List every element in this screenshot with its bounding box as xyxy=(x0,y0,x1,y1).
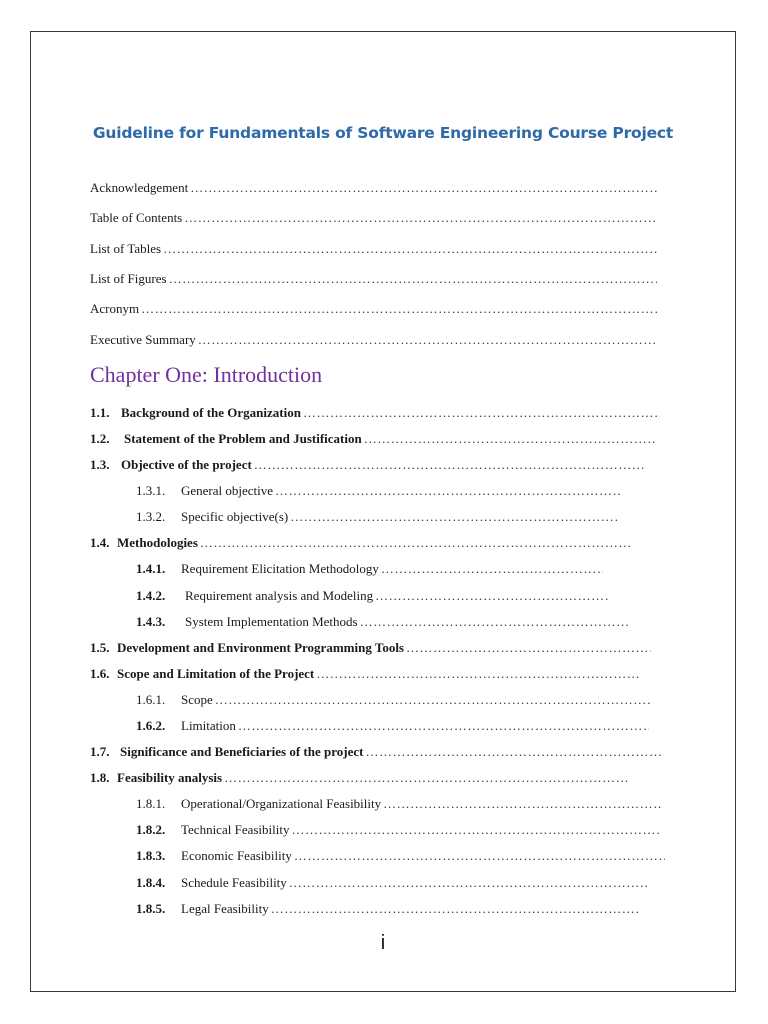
toc-entry-label: Specific objective(s) xyxy=(181,509,289,524)
toc-entry-label: Schedule Feasibility xyxy=(181,875,287,890)
toc-entry-label: Operational/Organizational Feasibility xyxy=(181,796,382,811)
toc-entry-number: 1.4. xyxy=(90,535,110,550)
page-number: i xyxy=(380,932,386,954)
toc-entry-1-8-2[interactable] xyxy=(136,822,660,842)
toc-entry-number: 1.4.1. xyxy=(136,561,166,576)
toc-entry-label: Objective of the project xyxy=(121,457,252,472)
dot-leader xyxy=(275,483,620,499)
toc-entry-1-4-3[interactable] xyxy=(136,614,630,634)
dot-leader xyxy=(215,692,651,708)
toc-entry-label: Statement of the Problem and Justification xyxy=(124,431,362,446)
dot-leader xyxy=(290,509,618,525)
toc-entry-label: Feasibility analysis xyxy=(117,770,223,785)
toc-entry-table-of-contents[interactable] xyxy=(90,210,657,230)
toc-entry-number: 1.8.4. xyxy=(136,875,166,890)
toc-entry-label: Legal Feasibility xyxy=(181,901,269,916)
toc-entry-number: 1.8.2. xyxy=(136,822,166,837)
dot-leader xyxy=(381,561,603,577)
toc-entry-number: 1.8.5. xyxy=(136,901,166,916)
dot-leader xyxy=(254,457,645,473)
toc-entry-number: 1.7. xyxy=(90,744,110,759)
toc-entry-acronym[interactable] xyxy=(90,301,657,321)
dot-leader xyxy=(360,614,630,630)
toc-entry-1-3-2[interactable] xyxy=(136,509,618,529)
dot-leader xyxy=(294,848,665,864)
toc-entry-label: Development and Environment Programming Tools xyxy=(117,640,404,655)
document-title: Guideline for Fundamentals of Software Engineering Course Project xyxy=(92,124,674,142)
toc-entry-1-8[interactable] xyxy=(90,770,630,790)
toc-entry-label: General objective xyxy=(181,483,274,498)
toc-entry-1-8-5[interactable] xyxy=(136,901,641,921)
chapter-heading: Chapter One: Introduction xyxy=(90,362,323,387)
toc-entry-label: Table of Contents xyxy=(90,210,183,225)
toc-entry-acknowledgement[interactable] xyxy=(90,180,657,200)
dot-leader xyxy=(271,901,641,917)
dot-leader xyxy=(291,822,660,838)
toc-entry-1-1[interactable] xyxy=(90,405,660,425)
toc-entry-label: Acronym xyxy=(90,301,140,316)
toc-entry-1-2[interactable] xyxy=(90,431,657,451)
toc-entry-executive-summary[interactable] xyxy=(90,332,657,352)
toc-entry-number: 1.6.2. xyxy=(136,718,166,733)
dot-leader xyxy=(316,666,639,682)
dot-leader xyxy=(383,796,662,812)
dot-leader xyxy=(238,718,649,734)
toc-entry-label: Methodologies xyxy=(117,535,198,550)
toc-entry-1-8-3[interactable] xyxy=(136,848,665,868)
dot-leader xyxy=(365,744,664,760)
toc-entry-label: Significance and Beneficiaries of the project xyxy=(120,744,364,759)
toc-entry-list-of-figures[interactable] xyxy=(90,271,657,291)
toc-entry-label: Technical Feasibility xyxy=(181,822,290,837)
toc-entry-number: 1.3. xyxy=(90,457,110,472)
toc-entry-1-6-1[interactable] xyxy=(136,692,651,712)
toc-entry-number: 1.6.1. xyxy=(136,692,166,707)
toc-entry-number: 1.1. xyxy=(90,405,110,420)
toc-entry-label: Requirement Elicitation Methodology xyxy=(181,561,379,576)
toc-entry-1-8-1[interactable] xyxy=(136,796,662,816)
dot-leader xyxy=(184,210,657,226)
dot-leader xyxy=(141,301,657,317)
toc-entry-number: 1.4.2. xyxy=(136,588,166,603)
toc-entry-1-4-2[interactable] xyxy=(136,588,608,608)
dot-leader xyxy=(224,770,630,786)
toc-entry-1-3-1[interactable] xyxy=(136,483,620,503)
document-page xyxy=(30,31,736,992)
toc-entry-number: 1.2. xyxy=(90,431,110,446)
dot-leader xyxy=(364,431,657,447)
toc-entry-label: Limitation xyxy=(181,718,236,733)
toc-entry-number: 1.5. xyxy=(90,640,110,655)
toc-entry-number: 1.6. xyxy=(90,666,110,681)
toc-entry-1-5[interactable] xyxy=(90,640,651,660)
toc-entry-1-6[interactable] xyxy=(90,666,639,686)
toc-entry-1-7[interactable] xyxy=(90,744,664,764)
toc-entry-number: 1.8.1. xyxy=(136,796,166,811)
toc-entry-label: Requirement analysis and Modeling xyxy=(185,588,374,603)
toc-entry-label: Executive Summary xyxy=(90,332,196,347)
toc-entry-label: Economic Feasibility xyxy=(181,848,292,863)
toc-entry-number: 1.8. xyxy=(90,770,110,785)
toc-entry-label: List of Figures xyxy=(90,271,167,286)
dot-leader xyxy=(375,588,608,604)
toc-entry-1-8-4[interactable] xyxy=(136,875,650,895)
dot-leader xyxy=(169,271,657,287)
dot-leader xyxy=(163,241,657,257)
toc-entry-1-6-2[interactable] xyxy=(136,718,649,738)
toc-entry-label: List of Tables xyxy=(90,241,162,256)
dot-leader xyxy=(289,875,650,891)
toc-entry-1-4[interactable] xyxy=(90,535,631,555)
dot-leader xyxy=(190,180,657,196)
dot-leader xyxy=(406,640,651,656)
toc-entry-label: Background of the Organization xyxy=(121,405,301,420)
toc-entry-1-3[interactable] xyxy=(90,457,645,477)
toc-entry-number: 1.3.1. xyxy=(136,483,166,498)
toc-entry-number: 1.3.2. xyxy=(136,509,166,524)
toc-entry-label: Scope xyxy=(181,692,213,707)
dot-leader xyxy=(198,332,657,348)
toc-entry-label: Scope and Limitation of the Project xyxy=(117,666,315,681)
toc-entry-label: System Implementation Methods xyxy=(185,614,358,629)
toc-entry-number: 1.8.3. xyxy=(136,848,166,863)
toc-entry-1-4-1[interactable] xyxy=(136,561,603,581)
toc-entry-list-of-tables[interactable] xyxy=(90,241,657,261)
dot-leader xyxy=(303,405,660,421)
toc-entry-number: 1.4.3. xyxy=(136,614,166,629)
toc-entry-label: Acknowledgement xyxy=(90,180,189,195)
dot-leader xyxy=(200,535,631,551)
